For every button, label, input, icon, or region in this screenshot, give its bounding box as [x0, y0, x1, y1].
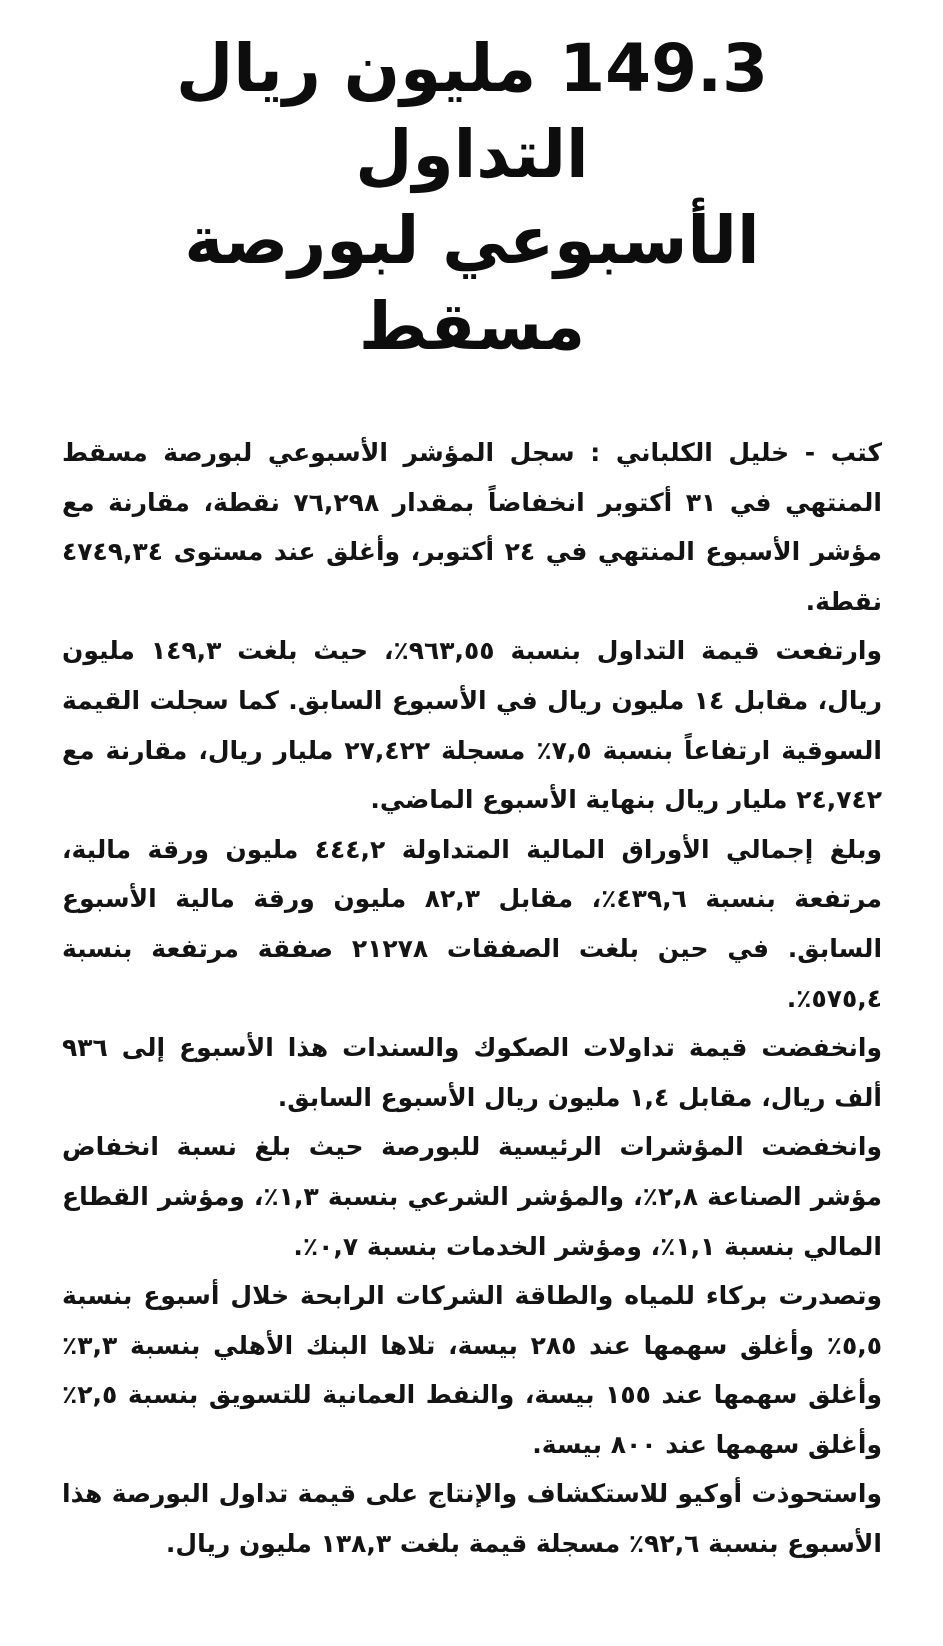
paragraph-5: وانخفضت المؤشرات الرئيسية للبورصة حيث بلغ نسبة انخفاض مؤشر الصناعة ٢,٨٪، والمؤشر الشرعي بنسبة ١,٣٪، ومؤشر القطاع المالي بنسبة ١,١٪، ومؤشر الخدمات بنسبة ٠,٧٪. [62, 1132, 883, 1261]
article-body [62, 428, 882, 1569]
paragraph-7: واستحوذت أوكيو للاستكشاف والإنتاج على قيمة تداول البورصة هذا الأسبوع بنسبة ٩٢,٦٪ مسجلة قيمة بلغت ١٣٨,٣ مليون ريال. [62, 1479, 882, 1559]
paragraph-4: وانخفضت قيمة تداولات الصكوك والسندات هذا الأسبوع إلى ٩٣٦ ألف ريال، مقابل ١,٤ مليون ريال الأسبوع السابق. [62, 1033, 882, 1112]
byline: كتب - خليل الكلباني : [590, 438, 882, 467]
headline-line-1: 149.3 مليون ريال التداول [175, 30, 768, 193]
paragraph-6: وتصدرت بركاء للمياه والطاقة الشركات الرابحة خلال أسبوع بنسبة ٥,٥٪ وأغلق سهمها عند ٢٨٥ بيسة، تلاها البنك الأهلي بنسبة ٣,٣٪ وأغلق سهمها عند ١٥٥ بيسة، والنفط العمانية للتسويق بنسبة ٢,٥٪ وأغلق سهمها عند ٨٠٠ بيسة. [62, 1281, 882, 1459]
headline-line-2: الأسبوعي لبورصة مسقط [184, 202, 760, 365]
headline [62, 26, 882, 370]
paragraph-3: وبلغ إجمالي الأوراق المالية المتداولة ٤٤٤,٢ مليون ورقة مالية، مرتفعة بنسبة ٤٣٩,٦٪، مقابل ٨٢,٣ مليون ورقة مالية الأسبوع السابق. في حين بلغت الصفقات ٢١٢٧٨ صفقة مرتفعة بنسبة ٥٧٥,٤٪. [62, 834, 883, 1013]
paragraph-2: وارتفعت قيمة التداول بنسبة ٩٦٣,٥٥٪، حيث بلغت ١٤٩,٣ مليون ريال، مقابل ١٤ مليون ريال في الأسبوع السابق. كما سجلت القيمة السوقية ارتفاعاً بنسبة ٧,٥٪ مسجلة ٢٧,٤٢٢ مليار ريال، مقارنة مع ٢٤,٧٤٢ مليار ريال بنهاية الأسبوع الماضي. [62, 636, 882, 815]
news-article [62, 26, 882, 1626]
paragraph-1 [62, 428, 882, 626]
paragraph-1-text: سجل المؤشر الأسبوعي لبورصة مسقط المنتهي في ٣١ أكتوبر انخفاضاً بمقدار ٧٦,٢٩٨ نقطة، مقارنة مع مؤشر الأسبوع المنتهي في ٢٤ أكتوبر، وأغلق عند مستوى ٤٧٤٩,٣٤ نقطة. [62, 438, 883, 616]
